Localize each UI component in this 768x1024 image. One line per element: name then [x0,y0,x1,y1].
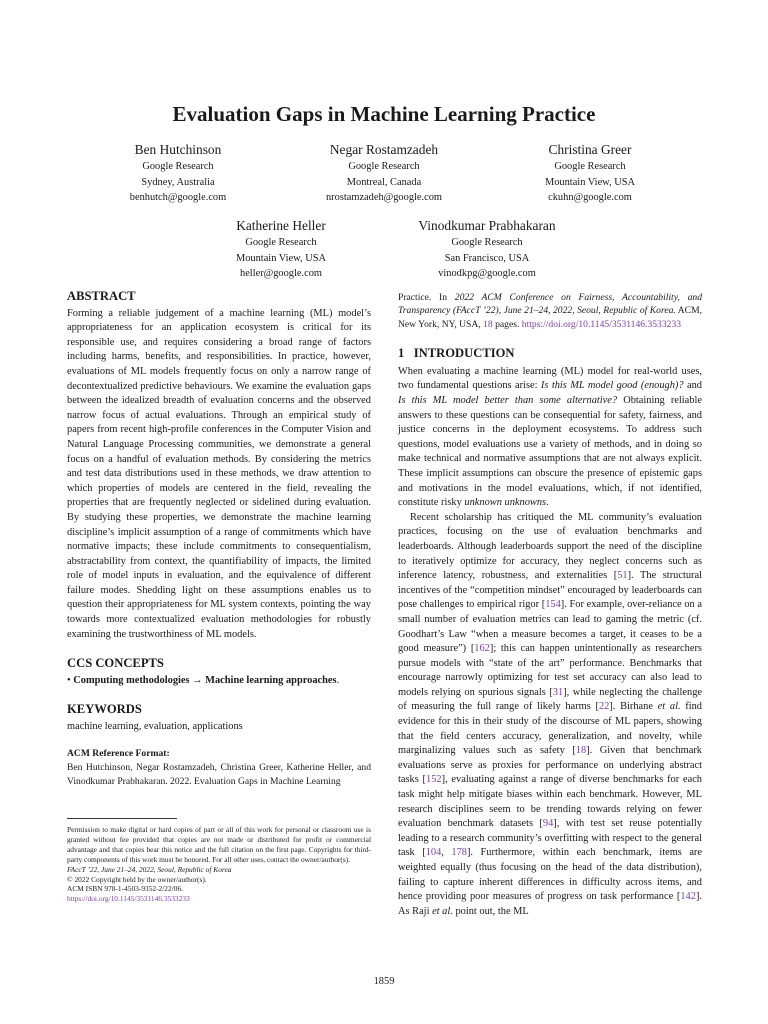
text: ]. For example, over-reliance on a small number of evaluation metrics can lead to gaming the metric (cf. Goodhart’s Law “when a measure becomes a target, it ceases to be a good measure”) [ [398,599,702,655]
text: point out, the ML [452,905,529,917]
question-2: Is this ML model better than some alternative? [398,395,618,406]
citation-link[interactable]: 152 [426,774,442,786]
intro-body [398,365,702,920]
citation-link[interactable]: 22 [598,701,610,713]
author-name: Katherine Heller [236,218,326,233]
left-column [67,289,371,788]
citation-link[interactable]: 162 [474,643,490,655]
intro-paragraph-2 [398,511,702,920]
author-location: Montreal, Canada [346,176,422,188]
emphasis: et al. [657,701,681,713]
text: ]. Given that benchmark evaluations serve as proxies for performance on underlying abstract tasks [ [398,745,703,786]
abstract-text: Forming a reliable judgement of a machine learning (ML) model’s appropriateness for an application ecosystem is critical for its responsible use, and requires considering a broad range of factors including harms, benefits, and responsibilities. In practice, however, evaluations of ML models frequently focus on only a narrow range of decontextualized predictive behaviours. We examine the evaluation gaps between the idealized breadth of evaluation concerns and the observed narrow focus of actual evaluations. Through an empirical study of papers from recent high-profile conferences in the Computer Vision and Natural Language Processing communities, we demonstrate a general focus on a handful of evaluation methods. By considering the metrics and test data distributions used in these methods, we draw attention to which properties of models are centered in the field, revealing the properties that are frequently neglected or sidelined during evaluation. By studying these properties, we demonstrate the machine learning discipline’s implicit assumption of a range of commitments which have normative impacts; these include commitments to consequentialism, abstractability from context, the quantifiability of impacts, the limited role of model inputs in evaluation, and the equivalence of different failure modes. Shedding light on these assumptions enables us to question their appropriateness for ML system contexts, pointing the way towards more contextualized evaluation methodologies for robustly examining the trustworthiness of ML models. [67,307,371,640]
text: ], while neglecting the challenge of measuring the full range of likely harms [ [398,686,703,713]
citation-link[interactable]: 178 [451,847,467,859]
citation-link[interactable]: 142 [680,891,696,903]
page-number: 1859 [373,976,395,987]
citation-link[interactable]: 94 [542,818,554,830]
text: Recent scholarship has critiqued the ML community’s evaluation practices, focusing on the use of evaluation benchmarks and leaderboards. Although leaderboards support the need of the discipline to iteratively optimize for accuracy, they neglect concerns such as inference latency, robustness, and externalities [ [398,511,702,582]
intro-paragraph-1 [398,365,702,511]
text: . [546,497,549,509]
abstract-heading: ABSTRACT [67,289,136,303]
author-location: Sydney, Australia [141,176,215,188]
author-block [166,217,396,282]
author-affiliation: Google Research [348,161,420,172]
ccs-heading: CCS CONCEPTS [67,656,164,671]
author-location: Mountain View, USA [544,176,635,188]
author-email: ckuhn@google.com [548,192,632,204]
author-email: benhutch@google.com [129,192,227,204]
citation-link[interactable]: 18 [575,745,587,757]
author-block [269,141,499,206]
permission-text: Permission to make digital or hard copies of part or all of this work for personal or classroom use is granted without fee provided that copies are not made or distributed for profit or commercial advantage and that copies bear this notice and the full citation on the first page. Copyrights for third-party components of this work must be honored. For all other uses, contact the owner/author(s). [67,825,371,864]
right-column [398,291,702,919]
permission-copyright: © 2022 Copyright held by the owner/author(s). [67,874,207,884]
ccs-end: . [336,674,340,686]
text: and [683,380,702,392]
question-1: Is this ML model good (enough)? [540,380,684,392]
text: ]. Birhane [609,701,658,713]
citation-link[interactable]: 51 [617,570,628,582]
footnote-rule [67,818,177,819]
author-block [372,217,602,282]
author-affiliation: Google Research [142,161,214,172]
author-name: Vinodkumar Prabhakaran [418,218,556,233]
intro-heading: 1 INTRODUCTION [398,346,515,361]
author-name: Ben Hutchinson [134,142,222,157]
reference-format-continued [398,291,702,331]
author-email: heller@google.com [240,268,322,280]
reference-venue: 2022 ACM Conference on Fairness, Accountability, and Transparency (FAccT ’22), June 21–24, 2022, Seoul, Republic of Korea. [398,292,702,317]
reference-text: ACM, New York, NY, USA, [398,305,702,330]
author-name: Christina Greer [548,142,632,157]
reference-text: Practice. In [398,292,455,303]
reference-pages-link[interactable]: 18 [483,318,493,330]
paper-title: Evaluation Gaps in Machine Learning Practice [172,102,596,126]
emphasis: et al. [432,905,453,917]
author-affiliation: Google Research [451,237,523,248]
ccs-bullet: • [67,674,71,686]
emphasis: unknown unknowns [464,497,547,509]
reference-format-text: Ben Hutchinson, Negar Rostamzadeh, Christina Greer, Katherine Heller, and Vinodkumar Prabhakaran. 2022. Evaluation Gaps in Machine Learning [67,762,371,787]
author-location: Mountain View, USA [235,252,326,264]
author-location: San Francisco, USA [444,252,530,264]
text: ]. As Raji [398,891,702,917]
author-email: nrostamzadeh@google.com [325,192,443,204]
author-block [63,141,293,206]
author-affiliation: Google Research [245,237,317,248]
text: ]. Furthermore, within each benchmark, items are weighted equally (thus focusing on the head of the data distribution), failing to capture inherent differences in difficulty across items, and hence providing poor measures of progress on task performance [ [398,847,703,903]
text: ]; this can happen unintentionally as researchers pursue models with “state of the art” performance. Benchmarks that encourage narrowly optimizing for test set accuracy can also lead to models relying on spurious signals [ [398,643,702,698]
ccs-item [67,674,371,689]
reference-text: pages. [492,318,522,330]
citation-link[interactable]: 104 [425,847,442,859]
text: , [441,847,452,859]
permission-isbn: ACM ISBN 978-1-4503-9352-2/22/06. [67,884,183,894]
reference-doi-link[interactable]: https://doi.org/10.1145/3531146.3533233 [521,318,682,330]
keywords-heading: KEYWORDS [67,702,142,717]
author-email: vinodkpg@google.com [438,268,536,280]
text: ], with test set reuse potentially leading to a research community’s overfitting with respect to the general task [ [398,818,702,859]
citation-link[interactable]: 154 [545,599,561,611]
author-block [475,141,705,206]
keywords-text: machine learning, evaluation, applications [67,721,243,733]
text: ]. The structural incentives of the “competition mindset” encouraged by leaderboards can pose challenges to empirical rigor [ [398,570,703,611]
permission-notice [67,825,371,904]
text: find evidence for this in their study of the discourse of ML papers, showing that the field centers accuracy, generalization, and novelty, while marginalizing values such as safety [ [398,701,703,757]
text: Obtaining reliable answers to these questions can be consequential for safety, fairness, and justice concerns in the deployment ecosystems. To address such questions, model evaluations use a variety of methods, and in doing so make technical and normative assumptions that are not always explicit. These implicit assumptions can obscure the presence of epistemic gaps and motivations in the model evaluations, which, if not identified, constitute risky [398,395,702,509]
reference-format-heading: ACM Reference Format: [67,747,170,759]
citation-link[interactable]: 31 [552,686,564,698]
text: ], evaluating against a range of diverse benchmarks for each task might help mitigate biases within each benchmark. However, ML research disciplines seem to be trending towards relying on fewer evaluation benchmark datasets [ [398,774,702,830]
text: When evaluating a machine learning (ML) model for real-world uses, two fundamental questions arise: [398,365,702,392]
ccs-concept: Computing methodologies → Machine learning approaches [73,674,337,686]
author-name: Negar Rostamzadeh [329,142,439,157]
author-affiliation: Google Research [554,161,626,172]
permission-venue: FAccT ’22, June 21–24, 2022, Seoul, Republic of Korea [67,864,232,874]
permission-doi-link[interactable]: https://doi.org/10.1145/3531146.3533233 [67,894,190,904]
